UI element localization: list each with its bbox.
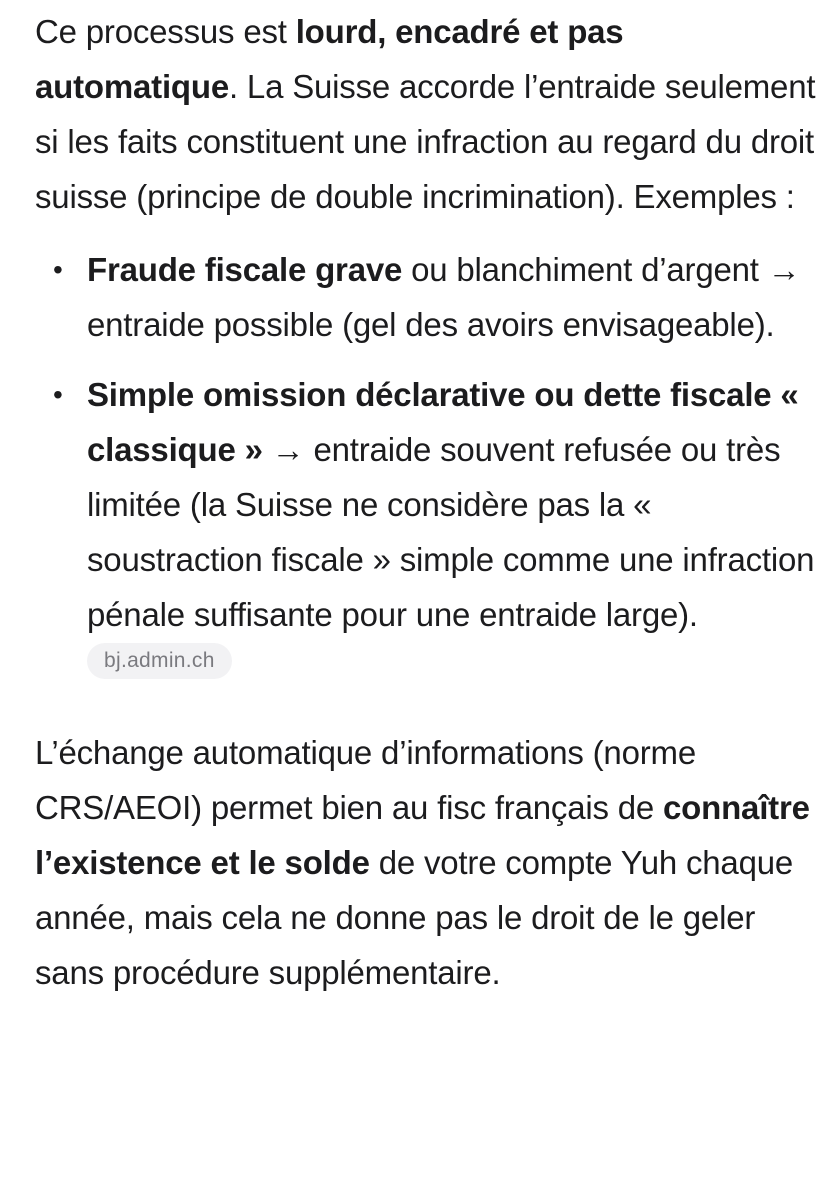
text-segment: de votre compte Yuh chaque année, mais cela ne donne pas le droit de le geler sans procédure supplémentaire. [35,844,794,991]
bold-text: Fraude fiscale grave [87,251,403,288]
list-item [35,367,820,642]
list-item [35,242,820,352]
source-row [35,649,820,715]
text-segment: ou blanchiment d’argent → entraide possible (gel des avoirs envisageable). [87,251,801,343]
bold-text: Simple omission déclarative ou dette fiscale « classique » [87,376,799,468]
bullet-icon: • [53,254,63,285]
text-segment: → entraide souvent refusée ou très limitée (la Suisse ne considère pas la « soustraction fiscale » simple comme une infraction pénale suffisante pour une entraide large). [87,431,815,633]
message-content [35,4,820,1000]
bullet-icon: • [53,379,63,410]
text-segment: L’échange automatique d’informations (norme CRS/AEOI) permet bien au fisc français de [35,734,696,826]
paragraph-intro [35,4,820,224]
bold-text: lourd, encadré et pas automatique [35,13,624,105]
bold-text: connaître l’existence et le solde [35,789,810,881]
examples-list [35,242,820,642]
text-segment: Ce processus est [35,13,296,50]
text-segment: . La Suisse accorde l’entraide seulement si les faits constituent une infraction au regard du droit suisse (principe de double incrimination). Exemples : [35,68,816,215]
paragraph-conclusion [35,725,820,1000]
source-link-chip[interactable]: bj.admin.ch [87,643,232,679]
